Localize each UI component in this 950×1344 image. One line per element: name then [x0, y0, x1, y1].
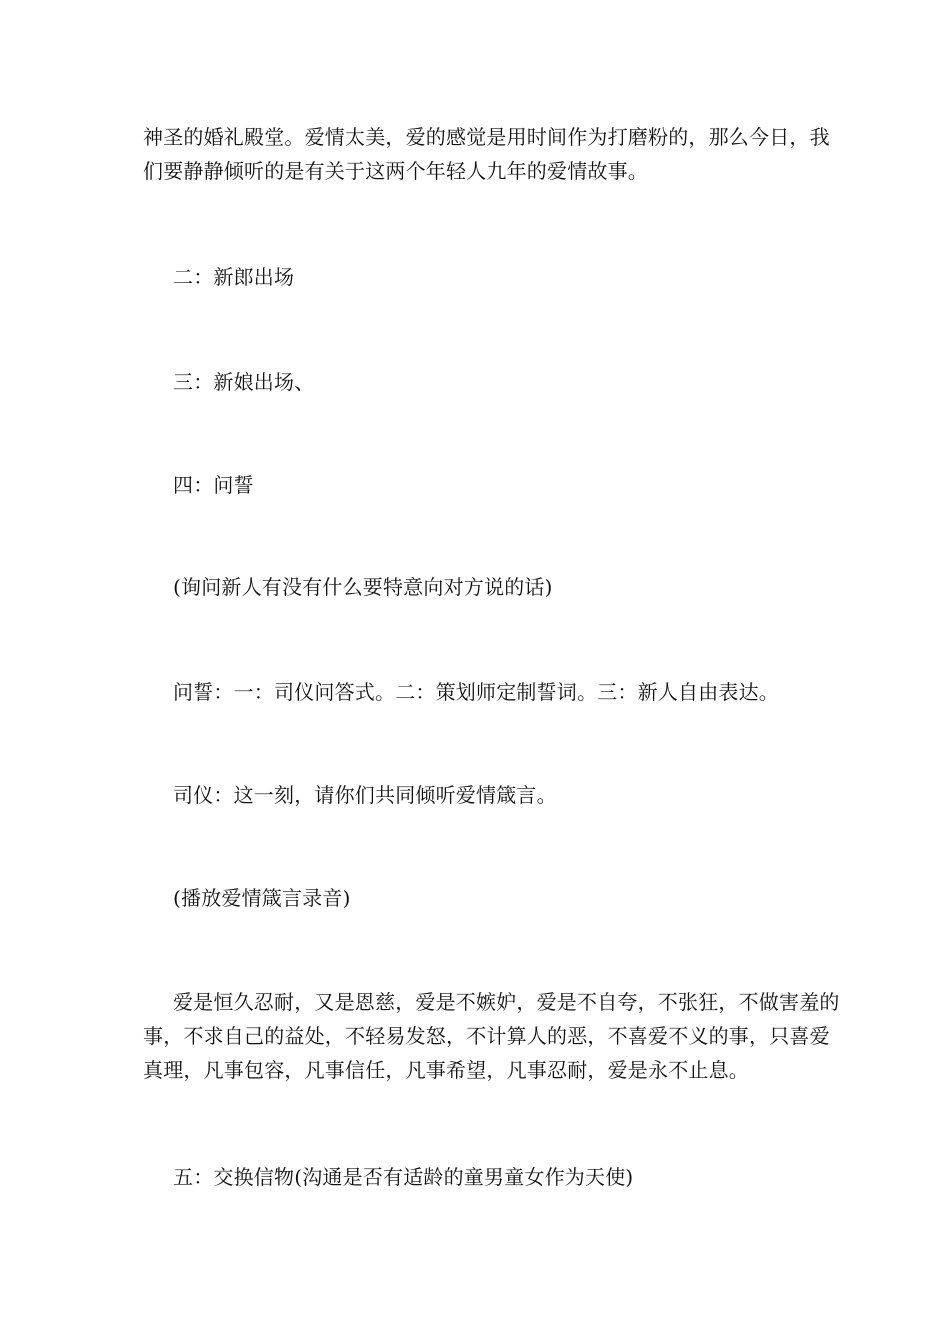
- mc-line: 司仪：这一刻，请你们共同倾听爱情箴言。: [173, 783, 557, 807]
- intro-line-2: 们要静静倾听的是有关于这两个年轻人九年的爱情故事。: [143, 159, 648, 183]
- section-vow-title: 四：问誓: [173, 473, 254, 497]
- love-quote-line-2: 事，不求自己的益处，不轻易发怒，不计算人的恶，不喜爱不义的事，只喜爱: [143, 1024, 830, 1048]
- section-groom-entrance: 二：新郎出场: [173, 265, 295, 289]
- vow-note: (询问新人有没有什么要特意向对方说的话): [173, 575, 553, 599]
- audio-note: (播放爱情箴言录音): [173, 886, 351, 910]
- section-exchange-tokens: 五：交换信物(沟通是否有适龄的童男童女作为天使): [173, 1165, 634, 1189]
- intro-paragraph: [143, 120, 830, 188]
- love-quote-line-1: 爱是恒久忍耐，又是恩慈，爱是不嫉妒，爱是不自夸，不张狂，不做害羞的: [173, 990, 840, 1014]
- vow-options: 问誓：一：司仪问答式。二：策划师定制誓词。三：新人自由表达。: [173, 680, 779, 704]
- love-quote-line-3: 真理，凡事包容，凡事信任，凡事希望，凡事忍耐，爱是永不止息。: [143, 1058, 749, 1082]
- love-quote-paragraph: [143, 985, 840, 1087]
- intro-line-1: 神圣的婚礼殿堂。爱情太美，爱的感觉是用时间作为打磨粉的，那么今日，我: [143, 125, 830, 149]
- section-bride-entrance: 三：新娘出场、: [173, 370, 315, 394]
